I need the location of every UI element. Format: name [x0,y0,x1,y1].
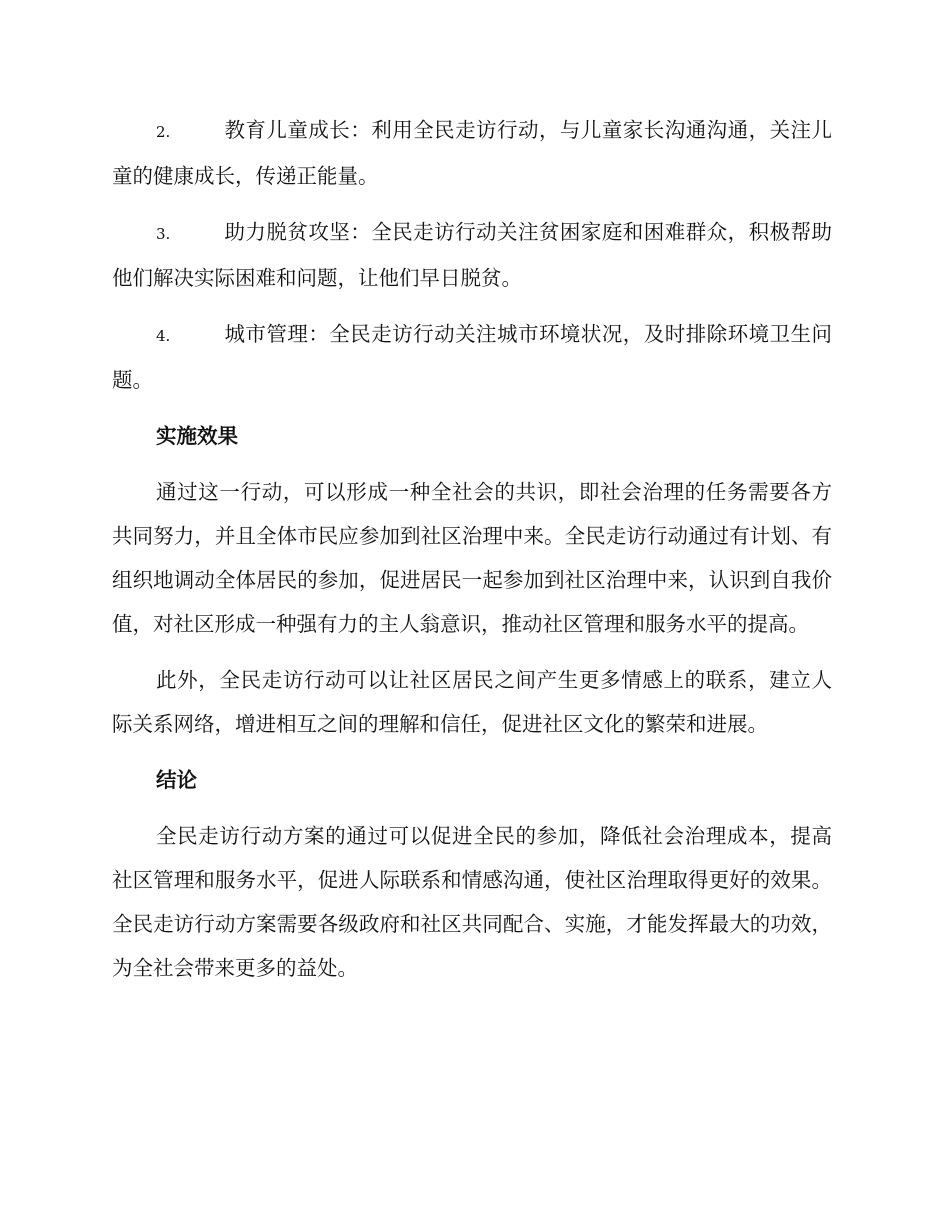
section-heading-effect: 实施效果 [156,424,238,448]
document-body [112,108,832,1002]
list-item-text: 城市管理：全民走访行动关注城市环境状况，及时排除环境卫生问题。 [112,322,832,392]
section-heading-conclusion: 结论 [156,768,197,792]
list-item [112,210,832,300]
list-item-number: 2. [156,123,171,141]
paragraph: 此外，全民走访行动可以让社区居民之间产生更多情感上的联系，建立人际关系网络，增进相互之间的理解和信任，促进社区文化的繁荣和进展。 [112,668,832,736]
list-item-text: 教育儿童成长：利用全民走访行动，与儿童家长沟通沟通，关注儿童的健康成长，传递正能量。 [112,118,832,188]
paragraph: 全民走访行动方案的通过可以促进全民的参加，降低社会治理成本，提高社区管理和服务水平，促进人际联系和情感沟通，使社区治理取得更好的效果。全民走访行动方案需要各级政府和社区共同配合、实施，才能发挥最大的功效，为全社会带来更多的益处。 [112,824,832,980]
list-item [112,108,832,198]
paragraph: 通过这一行动，可以形成一种全社会的共识，即社会治理的任务需要各方共同努力，并且全体市民应参加到社区治理中来。全民走访行动通过有计划、有组织地调动全体居民的参加，促进居民一起参加到社区治理中来，认识到自我价值，对社区形成一种强有力的主人翁意识，推动社区管理和服务水平的提高。 [112,480,832,636]
list-item-number: 3. [156,225,171,243]
list-item-number: 4. [156,327,171,345]
list-item-text: 助力脱贫攻坚：全民走访行动关注贫困家庭和困难群众，积极帮助他们解决实际困难和问题，让他们早日脱贫。 [112,220,832,290]
list-item [112,312,832,402]
